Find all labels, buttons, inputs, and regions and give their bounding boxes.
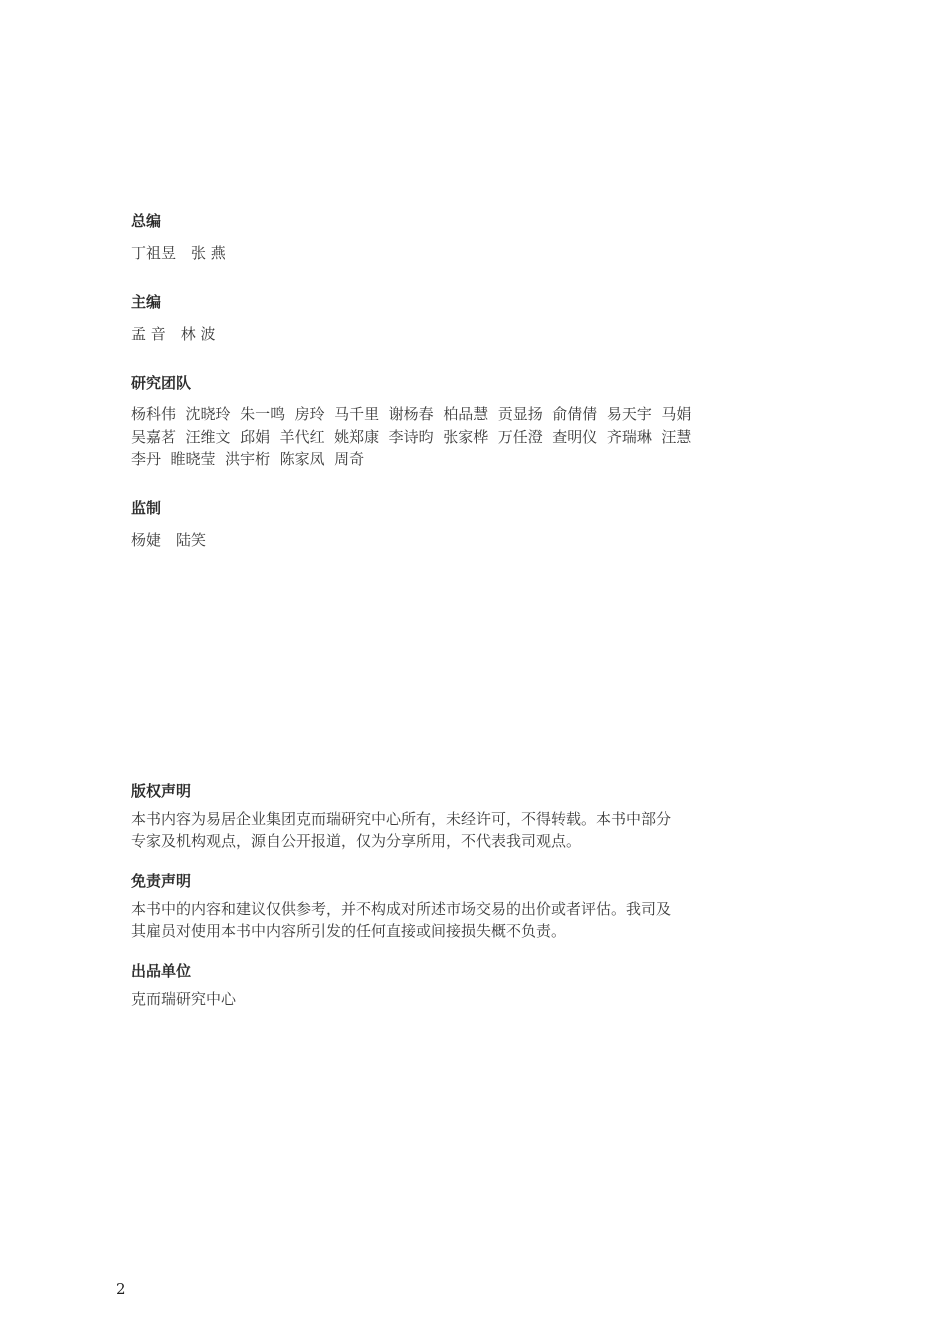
copyright-heading: 版权声明: [131, 782, 192, 800]
copyright-section: [131, 782, 731, 852]
research-team-line: 杨科伟 沈晓玲 朱一鸣 房玲 马千里 谢杨春 柏品慧 贡显扬 俞倩倩 易天宇 马娟: [131, 405, 692, 423]
page-number: 2: [116, 1280, 126, 1298]
chief-editor-names: 丁祖昱 张 燕: [131, 244, 226, 262]
editor-names: 孟 音 林 波: [131, 325, 216, 343]
copyright-line: 专家及机构观点，源自公开报道，仅为分享所用，不代表我司观点。: [131, 832, 582, 850]
disclaimer-line: 本书中的内容和建议仅供参考，并不构成对所述市场交易的出价或者评估。我司及: [131, 900, 672, 918]
research-team-section: [131, 374, 731, 471]
research-team-list: [131, 403, 731, 471]
research-team-line: 李丹 睢晓莹 洪宇桁 陈家凤 周奇: [131, 450, 365, 468]
research-team-line: 吴嘉茗 汪维文 邱娟 羊代红 姚郑康 李诗昀 张家桦 万任澄 查明仪 齐瑞琳 汪慧: [131, 427, 692, 446]
publisher-name: 克而瑞研究中心: [131, 990, 237, 1008]
publisher-heading: 出品单位: [131, 962, 192, 980]
disclaimer-section: [131, 872, 731, 942]
publisher-section: [131, 962, 731, 1010]
chief-editor-section: [131, 212, 731, 264]
disclaimer-line: 其雇员对使用本书中内容所引发的任何直接或间接损失概不负责。: [131, 922, 567, 940]
copyright-line: 本书内容为易居企业集团克而瑞研究中心所有，未经许可，不得转载。本书中部分: [131, 810, 672, 828]
supervisor-names: 杨婕 陆笑: [131, 531, 207, 549]
chief-editor-heading: 总编: [131, 212, 162, 230]
editor-section: [131, 293, 731, 345]
editor-heading: 主编: [131, 293, 162, 311]
research-team-heading: 研究团队: [131, 374, 192, 392]
disclaimer-heading: 免责声明: [131, 872, 192, 890]
supervisor-heading: 监制: [131, 499, 162, 517]
supervisor-section: [131, 499, 731, 551]
